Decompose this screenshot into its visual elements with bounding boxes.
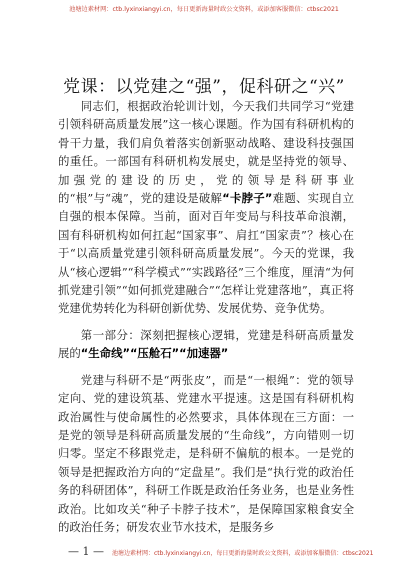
footer-watermark-text: 池塘边素材网：ctb.lyxinxiangyi.cn，每日更新海量时政公文资料，或添加客服微信：ctbsc2021: [112, 550, 374, 557]
page-title: 党课：以党建之“强”，促科研之“兴”: [63, 77, 345, 97]
paragraph-section-1-text: 党建与科研不是“两张皮”，而是“一根绳”：党的领导定向、党的建设筑基、党建水平提速。这是国有科研机构政治属性与使命属性的必然要求，具体体现在三方面：一是党的领导是科研高质量发展的“生命线”，方向错则一切归零。坚定不移跟党走，是科研不偏航的根本。一是党的领导是把握政治方向的“定盘星”。我们是“执行党的政治任务的科研团体”，科研工作既是政治任务业务，也是业务性政治。比如攻关“种子卡脖子技术”，是保障国家粮食安全的政治任务；研发农业节水技术，是服务乡: [58, 372, 354, 534]
section-heading-1: [58, 326, 354, 363]
paragraph-section-1: [58, 371, 354, 537]
paragraph-intro-text-1: 同志们，根据政治轮训计划，今天我们共同学习“党建引领科研高质量发展”这一核心课题。作为国有科研机构的骨干力量，我们肩负着落实创新驱动战略、建设科技强国的重任。一部国有科研机构发展史，就是坚持党的领导、加强党的建设的历史，党的领导是科研事业的“根”与“魂”，党的建设是破解: [58, 99, 354, 206]
header-watermark-text: 池塘边素材网：ctb.lyxinxiangyi.cn，每日更新海量时政公文资料，或添加客服微信：ctbsc2021: [69, 6, 339, 13]
section-heading-1-text: 第一部分：深刻把握核心逻辑，党建是科研高质量发展的: [58, 327, 354, 361]
footer: [68, 545, 374, 558]
paragraph-intro-highlight: “卡脖子”: [222, 191, 273, 206]
page-number: — 1 —: [68, 545, 104, 558]
document-body: [58, 97, 354, 536]
section-heading-1-highlight: “生命线”“压舱石”“加速器”: [80, 346, 229, 361]
paragraph-intro: [58, 97, 354, 318]
paragraph-intro-text-2: 难题、实现自立自强的根本保障。当前，面对百年变局与科技革命浪潮，国有科研机构如何扛起“国家事”、肩扛“国家责”？核心在于“以高质量党建引领科研高质量发展”。今天的党课，我从“核心逻辑”“科学模式”“实践路径”三个维度，厘清“为何抓党建引领”“如何抓党建融合”“怎样让党建落地”，真正将党建优势转化为科研创新优势、发展优势、竞争优势。: [58, 191, 354, 316]
